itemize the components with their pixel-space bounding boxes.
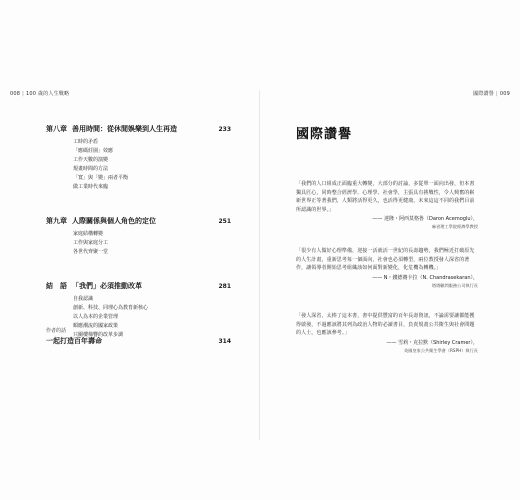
section-item: 家庭結構轉變 — [73, 231, 104, 237]
quote-text: 「發人深省，太棒了這本書，書中提供豐富的百年長壽資訊，不論需要讓都能獲得啟發，不過應該將其列為政治人物的必讀書目，負責規畫公共衛生與社會問題的人士，也應該參考。」 — [296, 313, 475, 336]
section-item: 創新、科技、同理心為教育新核心 — [73, 305, 149, 311]
chapter-page: 281 — [218, 283, 231, 290]
quote-role: 英國皇家公共衛生學會（RSPH）執行長 — [403, 347, 478, 353]
chapter-title: 善用時間：從休閒娛樂到人生再造 — [72, 125, 177, 133]
book-title: 100 歲的人生戰略 — [26, 91, 70, 97]
quote-text: 「很少有人做好心理準備，迎接一活就活一世紀的長壽趨勢，我們極近打破原先的人生計畫，重新思考每一個面向，社會也必須轉型，兩位教授發人深省的著作，讓領導者開始思考組織該如何面對新變化，化危機為轉機。」 — [296, 248, 475, 271]
quote-attribution: —— 雪莉・克拉默（Shirley Cramer）， — [386, 339, 478, 346]
quote-text: 「我們的人口組成正面臨重大轉變，大部分的討論，多從單一面向出發，但本書獨具匠心，同時整合經濟學、心理學、社會學，主張具有挑戰性，令人興奮的嶄新世界正等著我們，人類將活得更久，也活得更健康，未來這這不同的我們目前所認識的世界。」 — [296, 181, 475, 213]
chapter-number: 第八章 — [46, 125, 67, 133]
left-page-number: 008 — [10, 91, 21, 97]
section-item: 「寬」與「變」兩者平衡 — [73, 175, 129, 181]
quote-role: 麻省理工學院經濟學教授 — [431, 224, 478, 229]
chapter-page: 233 — [218, 126, 231, 133]
section-list — [73, 138, 231, 192]
section-item: 自我認識 — [73, 296, 94, 302]
section-item: 「應碼莊園」效應 — [73, 148, 114, 154]
section-label: 國際讚譽 — [473, 91, 494, 97]
section-item: 只關樓梯響的改革步調 — [73, 332, 124, 338]
chapter-title: 「我們」必須推動改革 — [72, 282, 142, 290]
afterword-label: 作者的話 — [46, 328, 67, 334]
section-item: 工作與家庭分工 — [73, 240, 109, 246]
right-running-header — [473, 90, 510, 97]
toc-afterword — [46, 327, 231, 346]
chapter-title: 人際關係與個人角色的定位 — [72, 217, 156, 225]
header-separator: | — [495, 91, 498, 97]
afterword-title: 一起打造百年壽命 — [46, 337, 102, 345]
toc-chapter-8 — [46, 124, 231, 192]
header-separator: | — [22, 91, 25, 97]
section-item: 規畫時間的方法 — [73, 166, 109, 172]
quote-block-2 — [296, 247, 478, 289]
section-item: 順應潮流的國家政策 — [73, 323, 119, 329]
chapter-number: 第九章 — [46, 217, 67, 225]
page-title: 國際讚譽 — [296, 127, 353, 142]
chapter-number: 結 語 — [46, 282, 67, 290]
left-running-header — [10, 90, 69, 97]
right-page-number: 009 — [499, 91, 510, 97]
quote-attribution: —— N・錢德賽卡拉（N. Chandrasekaran）， — [372, 274, 478, 281]
chapter-page: 251 — [218, 218, 231, 225]
toc-chapter-9 — [46, 216, 231, 257]
section-item: 各世代齊聚一堂 — [73, 249, 109, 255]
section-item: 以人為本的企業管理 — [73, 314, 119, 320]
section-item: 工時的矛盾 — [73, 139, 99, 145]
quote-block-3 — [296, 312, 478, 354]
section-item: 做工業時代來臨 — [73, 184, 109, 190]
quote-role: 塔塔顧問服務公司執行長 — [431, 282, 478, 288]
afterword-page: 314 — [218, 338, 231, 345]
section-list — [73, 230, 231, 257]
quote-attribution: —— 達隆・阿西莫格魯（Daron Acemoglu）， — [372, 216, 478, 222]
section-item: 工作天數的演變 — [73, 157, 109, 163]
quote-block-1 — [296, 180, 478, 230]
